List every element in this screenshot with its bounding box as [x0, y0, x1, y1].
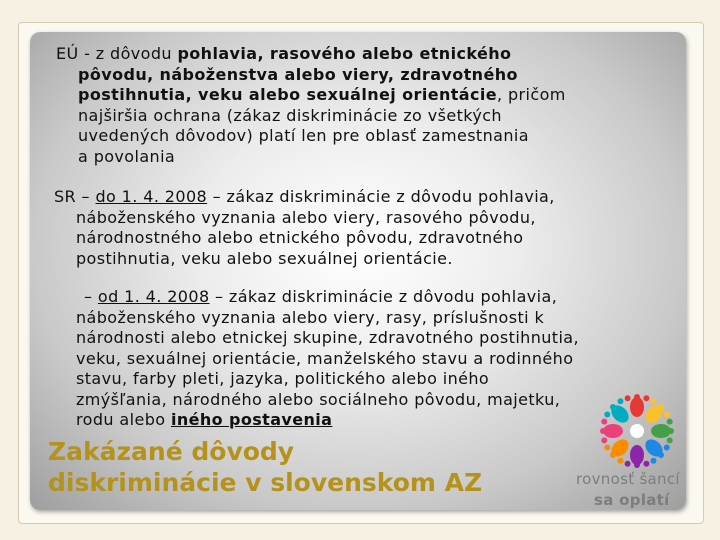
- finger-shape: [667, 419, 673, 425]
- finger-shape: [610, 452, 616, 458]
- finger-shape: [604, 412, 610, 418]
- p2-date: do 1. 4. 2008: [95, 187, 208, 206]
- sr-before-paragraph: [54, 187, 686, 269]
- finger-shape: [651, 458, 657, 464]
- p3-line3: národnosti alebo etnickej skupine, zdravotného postihnutia,: [76, 328, 579, 347]
- p2-line3: národnostného alebo etnického pôvodu, zdravotného: [76, 228, 524, 247]
- finger-shape: [634, 394, 640, 400]
- logo-text-line1: rovnosť šancí: [576, 470, 680, 488]
- p2-prefix: SR –: [54, 187, 96, 206]
- finger-shape: [643, 395, 649, 401]
- logo-center: [630, 424, 644, 438]
- finger-shape: [658, 404, 664, 410]
- p3-line1-rest: – zákaz diskriminácie z dôvodu pohlavia,: [209, 287, 558, 306]
- p3-line2: náboženského vyznania alebo viery, rasy, príslušnosti k: [76, 307, 545, 327]
- finger-shape: [618, 458, 624, 464]
- p1-line5: uvedených dôvodov) platí len pre oblasť zamestnania: [78, 126, 529, 145]
- logo-text-line2: sa oplatí: [594, 491, 670, 509]
- finger-shape: [610, 404, 616, 410]
- p2-line1-rest: – zákaz diskriminácie z dôvodu pohlavia,: [207, 187, 555, 206]
- p1-line1-bold: pohlavia, rasového alebo etnického: [177, 44, 512, 63]
- finger-shape: [664, 412, 670, 418]
- finger-shape: [668, 428, 674, 434]
- p1-line3-plain: , pričom: [497, 85, 566, 104]
- p3-line5: stavu, farby pleti, jazyka, politického alebo iného: [76, 369, 490, 388]
- p3-date: od 1. 4. 2008: [97, 287, 210, 306]
- finger-shape: [634, 462, 640, 468]
- p1-line3-bold: postihnutia, veku alebo sexuálnej orientácie: [78, 85, 498, 104]
- finger-shape: [664, 445, 670, 451]
- finger-shape: [601, 419, 607, 425]
- finger-shape: [600, 428, 606, 434]
- title-line2: diskriminácie v slovenskom AZ: [48, 468, 483, 497]
- p2-line2: náboženského vyznania alebo viery, rasového pôvodu,: [76, 207, 536, 227]
- finger-shape: [643, 461, 649, 467]
- p3-line6: zmýšľania, národného alebo sociálneho pôvodu, majetku,: [76, 389, 561, 409]
- finger-shape: [651, 398, 657, 404]
- p3-line7-bold: iného postavenia: [170, 410, 333, 429]
- title-line1: Zakázané dôvody: [48, 437, 295, 466]
- p1-line2: pôvodu, náboženstva alebo viery, zdravotného: [78, 64, 518, 84]
- p3-line7-plain: rodu alebo: [76, 410, 171, 429]
- finger-shape: [618, 398, 624, 404]
- finger-shape: [667, 437, 673, 443]
- p3-line4: veku, sexuálnej orientácie, manželského stavu a rodinného: [76, 348, 574, 368]
- eu-paragraph: [56, 44, 686, 167]
- colorful-hands-circle-icon: [596, 394, 678, 468]
- p1-line1-plain: EÚ - z dôvodu: [56, 44, 178, 63]
- p2-line4: postihnutia, veku alebo sexuálnej orientácie.: [76, 248, 453, 268]
- p1-line4: najširšia ochrana (zákaz diskriminácie zo všetkých: [78, 105, 502, 125]
- slide-title: [48, 436, 482, 498]
- finger-shape: [604, 445, 610, 451]
- finger-shape: [658, 452, 664, 458]
- finger-shape: [625, 461, 631, 467]
- p1-line6: a povolania: [78, 146, 176, 166]
- finger-shape: [601, 437, 607, 443]
- p3-prefix: –: [84, 287, 98, 306]
- finger-shape: [625, 395, 631, 401]
- rovnost-sanci-logo: [572, 394, 702, 514]
